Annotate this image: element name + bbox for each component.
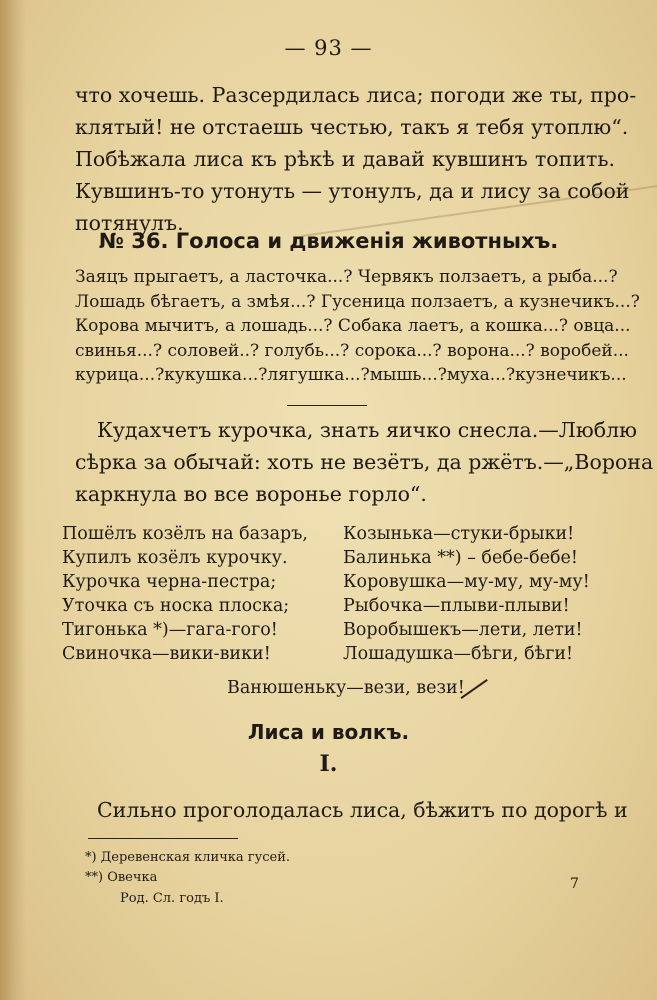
poem-line: Курочка черна-пестра;: [62, 572, 277, 592]
top-paragraph: [75, 79, 637, 239]
text-line: что хочешь. Разсердилась лиса; погоди же ты, про-: [75, 83, 637, 107]
poem-final-line: Ванюшеньку—вези, вези!: [227, 678, 465, 698]
text-line: свинья...? соловей..? голубь...? сорока...? ворона...? воробей...: [75, 340, 629, 361]
poem-line: Рыбочка—плыви-плыви!: [343, 596, 570, 616]
text-line: Кудахчетъ курочка, знать яичко снесла.—Люблю: [97, 418, 637, 442]
text-line: потянулъ.: [75, 211, 184, 235]
animal-questions: [75, 265, 640, 388]
footnote-1: *) Деревенская кличка гусей.: [85, 850, 291, 865]
poem-line: Свиночка—вики-вики!: [62, 644, 271, 664]
text-line: клятый! не отстаешь честью, такъ я тебя утоплю“.: [75, 115, 629, 139]
poem-line: Коровушка—му-му, му-му!: [343, 572, 590, 592]
page-spine-shadow: [0, 0, 26, 1000]
story-opening: [75, 794, 628, 826]
footnote-rule: [88, 838, 238, 839]
poem-line: Воробышекъ—лети, лети!: [343, 620, 583, 640]
poem-left-column: [62, 522, 308, 666]
publication-line: Род. Сл. годъ I.: [120, 891, 224, 906]
proverb-paragraph: [75, 414, 654, 510]
poem-line: Купилъ козёлъ курочку.: [62, 548, 288, 568]
text-line: Корова мычитъ, а лошадь...? Собака лаетъ, а кошка...? овца...: [75, 316, 631, 336]
text-line: сѣрка за обычай: хоть не везётъ, да ржётъ.—„Ворона: [75, 450, 654, 474]
text-line: Побѣжала лиса къ рѣкѣ и давай кувшинъ топить.: [75, 147, 615, 171]
poem-line: Уточка съ носка плоска;: [62, 596, 290, 616]
signature-number: 7: [570, 876, 579, 892]
footnote-2: **) Овечка: [85, 870, 158, 885]
poem-right-column: [343, 522, 590, 666]
poem-line: Пошёлъ козёлъ на базаръ,: [62, 524, 308, 544]
text-line: Сильно проголодалась лиса, бѣжитъ по дорогѣ и: [97, 798, 628, 822]
text-line: Заяцъ прыгаетъ, а ласточка...? Червякъ ползаетъ, а рыба...?: [75, 267, 618, 287]
page-number: — 93 —: [284, 36, 373, 60]
poem-line: Тигонька *)—гага-гого!: [62, 620, 278, 640]
poem-line: Козынька—стуки-брыки!: [343, 524, 575, 544]
poem-line: Лошадушка—бѣги, бѣги!: [343, 644, 574, 664]
text-line: каркнула во все воронье горло“.: [75, 482, 427, 506]
section-divider: [287, 405, 367, 406]
text-line: Лошадь бѣгаетъ, а змѣя...? Гусеница ползаетъ, а кузнечикъ...?: [75, 291, 640, 312]
poem-line: Балинька **) – бебе-бебе!: [343, 548, 578, 568]
text-line: курица...?кукушка...?лягушка...?мышь...?муха...?кузнечикъ...: [75, 365, 627, 385]
story-title: Лиса и волкъ.: [247, 720, 410, 744]
story-part-number: I.: [319, 751, 338, 777]
section-heading: № 36. Голоса и движенія животныхъ.: [98, 229, 559, 253]
text-line: Кувшинъ-то утонуть — утонулъ, да и лису за собой: [75, 179, 630, 203]
